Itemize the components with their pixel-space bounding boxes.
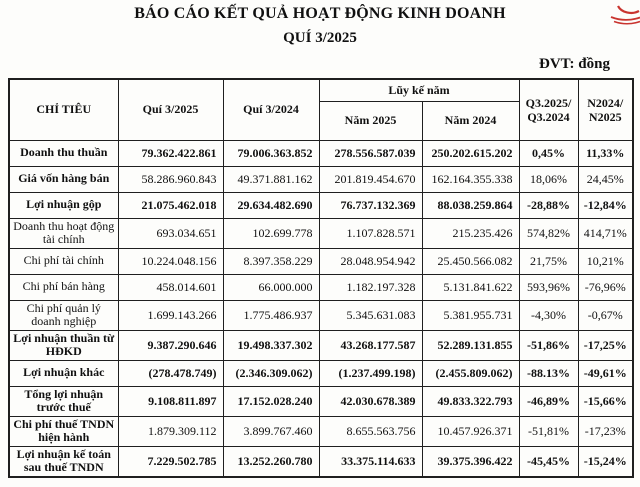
cell-qoq-ratio: -4,30% (519, 300, 578, 330)
cell-yoy-ratio: -76,96% (578, 274, 633, 300)
q-ratio-line2: Q3.2024 (527, 109, 570, 124)
cell-qoq-ratio: 18,06% (519, 166, 578, 192)
table-row (9, 192, 633, 218)
row-label: Chi phí bán hàng (9, 274, 118, 300)
cell-year-2025: 278.556.587.039 (319, 140, 422, 166)
cell-q3-2025: 9.108.811.897 (118, 386, 223, 416)
table-row (9, 360, 633, 386)
stamp-swoosh-1 (611, 17, 640, 20)
cell-year-2025: 28.048.954.942 (319, 248, 422, 274)
cell-yoy-ratio: -49,61% (578, 360, 633, 386)
table-row (9, 218, 633, 248)
row-label: Giá vốn hàng bán (9, 166, 118, 192)
cell-yoy-ratio: -15,24% (578, 446, 633, 477)
cell-year-2025: 201.819.454.670 (319, 166, 422, 192)
income-statement-table (8, 78, 634, 478)
cell-year-2025: 5.345.631.083 (319, 300, 422, 330)
col-header-ytd-group: Lũy kế năm (319, 79, 519, 101)
cell-qoq-ratio: -51,86% (519, 330, 578, 360)
cell-q3-2025: 58.286.960.843 (118, 166, 223, 192)
cell-yoy-ratio: -17,23% (578, 416, 633, 446)
cell-year-2024: 250.202.615.202 (422, 140, 519, 166)
page-title: BÁO CÁO KẾT QUẢ HOẠT ĐỘNG KINH DOANH (134, 5, 506, 22)
cell-year-2025: 42.030.678.389 (319, 386, 422, 416)
col-header-criteria: CHỈ TIÊU (9, 79, 118, 140)
cell-yoy-ratio: -0,67% (578, 300, 633, 330)
cell-q3-2025: 9.387.290.646 (118, 330, 223, 360)
cell-qoq-ratio: 21,75% (519, 248, 578, 274)
cell-q3-2024: 66.000.000 (223, 274, 319, 300)
q-ratio-line1: Q3.2025/ (525, 95, 572, 110)
cell-year-2025: 33.375.114.633 (319, 446, 422, 477)
row-label: Chi phí quản lý doanh nghiệp (9, 300, 118, 330)
col-header-year-2025: Năm 2025 (319, 101, 422, 140)
cell-year-2024: 39.375.396.422 (422, 446, 519, 477)
cell-qoq-ratio: -51,81% (519, 416, 578, 446)
cell-year-2025: 1.107.828.571 (319, 218, 422, 248)
cell-q3-2024: 8.397.358.229 (223, 248, 319, 274)
cell-q3-2024: (2.346.309.062) (223, 360, 319, 386)
cell-q3-2024: 79.006.363.852 (223, 140, 319, 166)
row-label: Doanh thu hoạt động tài chính (9, 218, 118, 248)
cell-q3-2025: 7.229.502.785 (118, 446, 223, 477)
cell-year-2024: 25.450.566.082 (422, 248, 519, 274)
cell-q3-2024: 3.899.767.460 (223, 416, 319, 446)
col-header-q3-2024: Quí 3/2024 (223, 79, 319, 140)
cell-year-2024: 215.235.426 (422, 218, 519, 248)
cell-qoq-ratio: 0,45% (519, 140, 578, 166)
cell-q3-2025: 693.034.651 (118, 218, 223, 248)
cell-year-2025: (1.237.499.198) (319, 360, 422, 386)
cell-year-2024: 162.164.355.338 (422, 166, 519, 192)
stamp-arc (618, 6, 639, 13)
page-subtitle: QUÍ 3/2025 (283, 30, 357, 46)
table-row (9, 330, 633, 360)
row-label: Tổng lợi nhuận trước thuế (9, 386, 118, 416)
cell-year-2024: 5.381.955.731 (422, 300, 519, 330)
cell-yoy-ratio: 414,71% (578, 218, 633, 248)
cell-q3-2024: 29.634.482.690 (223, 192, 319, 218)
cell-q3-2024: 13.252.260.780 (223, 446, 319, 477)
cell-yoy-ratio: 10,21% (578, 248, 633, 274)
cell-q3-2024: 102.699.778 (223, 218, 319, 248)
cell-q3-2025: 458.014.601 (118, 274, 223, 300)
cell-year-2025: 43.268.177.587 (319, 330, 422, 360)
cell-q3-2025: 1.879.309.112 (118, 416, 223, 446)
table-row (9, 416, 633, 446)
row-label: Chi phí tài chính (9, 248, 118, 274)
cell-q3-2025: (278.478.749) (118, 360, 223, 386)
cell-qoq-ratio: -88.13% (519, 360, 578, 386)
row-label: Doanh thu thuần (9, 140, 118, 166)
cell-year-2024: (2.455.809.062) (422, 360, 519, 386)
table-row (9, 300, 633, 330)
unit-label: ĐVT: đồng (539, 56, 610, 72)
table-row (9, 166, 633, 192)
cell-year-2025: 76.737.132.369 (319, 192, 422, 218)
report-page (0, 5, 640, 487)
table-row (9, 386, 633, 416)
cell-year-2025: 8.655.563.756 (319, 416, 422, 446)
cell-qoq-ratio: 593,96% (519, 274, 578, 300)
cell-yoy-ratio: -12,84% (578, 192, 633, 218)
table-row (9, 446, 633, 477)
table-row (9, 274, 633, 300)
cell-year-2025: 1.182.197.328 (319, 274, 422, 300)
cell-qoq-ratio: -46,89% (519, 386, 578, 416)
cell-q3-2025: 21.075.462.018 (118, 192, 223, 218)
cell-q3-2025: 1.699.143.266 (118, 300, 223, 330)
cell-q3-2024: 49.371.881.162 (223, 166, 319, 192)
cell-qoq-ratio: -28,88% (519, 192, 578, 218)
header-row-top (9, 79, 633, 101)
row-label: Lợi nhuận khác (9, 360, 118, 386)
col-header-q3-2025: Quí 3/2025 (118, 79, 223, 140)
cell-year-2024: 49.833.322.793 (422, 386, 519, 416)
cell-q3-2024: 19.498.337.302 (223, 330, 319, 360)
cell-q3-2025: 79.362.422.861 (118, 140, 223, 166)
col-header-q-ratio (519, 79, 578, 140)
col-header-y-ratio (578, 79, 633, 140)
stamp-swoosh-2 (614, 22, 640, 24)
cell-year-2024: 88.038.259.864 (422, 192, 519, 218)
y-ratio-line2: N2025 (588, 109, 622, 124)
table-row (9, 248, 633, 274)
cell-q3-2024: 17.152.028.240 (223, 386, 319, 416)
cell-q3-2025: 10.224.048.156 (118, 248, 223, 274)
cell-year-2024: 52.289.131.855 (422, 330, 519, 360)
red-stamp-fragment-icon (608, 5, 640, 29)
row-label: Lợi nhuận thuần từ HĐKD (9, 330, 118, 360)
y-ratio-line1: N2024/ (587, 95, 624, 110)
cell-qoq-ratio: -45,45% (519, 446, 578, 477)
cell-yoy-ratio: -17,25% (578, 330, 633, 360)
cell-year-2024: 5.131.841.622 (422, 274, 519, 300)
row-label: Lợi nhuận kế toán sau thuế TNDN (9, 446, 118, 477)
table-body (9, 140, 633, 477)
row-label: Lợi nhuận gộp (9, 192, 118, 218)
cell-yoy-ratio: 11,33% (578, 140, 633, 166)
cell-qoq-ratio: 574,82% (519, 218, 578, 248)
col-header-year-2024: Năm 2024 (422, 101, 519, 140)
cell-yoy-ratio: -15,66% (578, 386, 633, 416)
row-label: Chi phí thuế TNDN hiện hành (9, 416, 118, 446)
table-row (9, 140, 633, 166)
table-header (9, 79, 633, 140)
cell-year-2024: 10.457.926.371 (422, 416, 519, 446)
cell-q3-2024: 1.775.486.937 (223, 300, 319, 330)
cell-yoy-ratio: 24,45% (578, 166, 633, 192)
